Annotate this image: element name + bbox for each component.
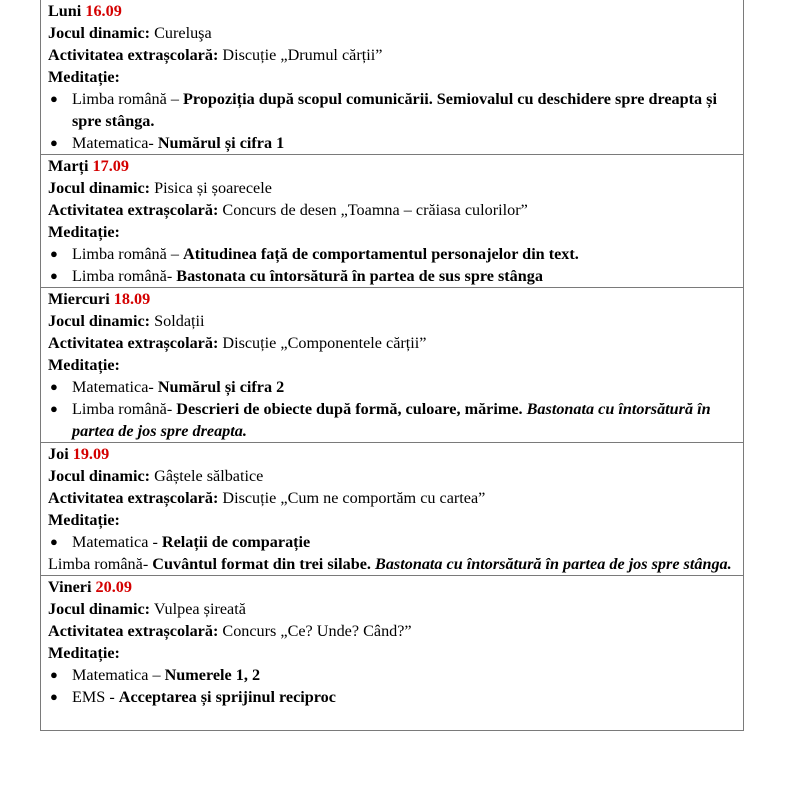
- meditation-item: [48, 88, 735, 132]
- extracurricular-label: Activitatea extrașcolară:: [48, 201, 219, 219]
- day-block-luni: [41, 0, 743, 154]
- day-heading: [48, 155, 735, 177]
- day-date: 20.09: [95, 578, 132, 596]
- extracurricular-value: Discuție „Componentele cărții”: [222, 334, 427, 352]
- day-name: Luni: [48, 2, 82, 20]
- day-date: 16.09: [85, 2, 122, 20]
- extracurricular-value: Discuție „Drumul cărții”: [222, 46, 383, 64]
- extracurricular-label: Activitatea extrașcolară:: [48, 622, 219, 640]
- day-date: 19.09: [72, 445, 110, 463]
- day-name: Marți: [48, 157, 89, 175]
- meditation-item: [48, 686, 735, 708]
- day-heading: [48, 443, 735, 465]
- bullet-icon: ●: [50, 689, 58, 704]
- meditation-label: Meditație:: [48, 511, 120, 529]
- meditation-item: [48, 398, 735, 442]
- dynamic-game-value: Pisica și șoarecele: [154, 179, 272, 197]
- dynamic-game-line: [48, 22, 735, 44]
- day-name: Vineri: [48, 578, 92, 596]
- dynamic-game-line: [48, 598, 735, 620]
- extracurricular-line: [48, 620, 735, 642]
- extracurricular-value: Discuție „Cum ne comportăm cu cartea”: [222, 489, 486, 507]
- day-name: Joi: [48, 445, 69, 463]
- item-subject: Matematica –: [72, 666, 165, 684]
- item-subject: Limba română –: [72, 90, 184, 108]
- day-block-joi: [41, 442, 743, 575]
- item-topic: Propoziția după scopul comunicării. Semiovalul cu deschidere spre dreapta și spre stânga.: [72, 90, 717, 130]
- bullet-icon: ●: [50, 534, 58, 549]
- day-date: 18.09: [113, 290, 151, 308]
- bullet-icon: ●: [50, 379, 58, 394]
- item-subject: Limba română-: [48, 555, 153, 573]
- dynamic-game-value: Cureluşa: [154, 24, 212, 42]
- dynamic-game-value: Gâștele sălbatice: [154, 467, 264, 485]
- item-subject: Limba română-: [72, 267, 177, 285]
- extracurricular-line: [48, 44, 735, 66]
- item-topic-italic: Bastonata cu întorsătură în partea de jos spre stânga.: [375, 555, 732, 573]
- extracurricular-label: Activitatea extrașcolară:: [48, 489, 219, 507]
- bullet-icon: ●: [50, 91, 58, 106]
- meditation-item: [48, 132, 735, 154]
- item-subject: Matematica-: [72, 378, 158, 396]
- bullet-icon: ●: [50, 268, 58, 283]
- day-block-vineri: [41, 575, 743, 730]
- item-topic: Relații de comparație: [161, 533, 311, 551]
- bullet-icon: ●: [50, 401, 58, 416]
- dynamic-game-line: [48, 310, 735, 332]
- dynamic-game-label: Jocul dinamic:: [48, 312, 151, 330]
- dynamic-game-value: Soldații: [154, 312, 205, 330]
- item-topic: Bastonata cu întorsătură în partea de sus spre stânga: [176, 267, 543, 285]
- meditation-label: Meditație:: [48, 223, 120, 241]
- day-block-miercuri: [41, 287, 743, 442]
- item-topic: Numerele 1, 2: [164, 666, 261, 684]
- item-topic: Descrieri de obiecte după formă, culoare, mărime.: [176, 400, 523, 418]
- meditation-item: [48, 265, 735, 287]
- item-subject: Limba română-: [72, 400, 177, 418]
- item-topic-italic: Bastonata cu întorsătură în partea de jos spre dreapta.: [72, 400, 711, 440]
- meditation-item: [48, 376, 735, 398]
- meditation-item: [48, 664, 735, 686]
- dynamic-game-label: Jocul dinamic:: [48, 24, 151, 42]
- day-heading: [48, 288, 735, 310]
- meditation-label: Meditație:: [48, 68, 120, 86]
- item-topic: Numărul și cifra 1: [157, 134, 285, 152]
- day-block-marti: [41, 154, 743, 287]
- extracurricular-value: Concurs de desen „Toamna – crăiasa culorilor”: [222, 201, 528, 219]
- day-heading: [48, 576, 735, 598]
- item-subject: Matematica -: [72, 533, 162, 551]
- meditation-item: [48, 243, 735, 265]
- item-subject: EMS -: [72, 688, 119, 706]
- meditation-label: Meditație:: [48, 644, 120, 662]
- bullet-icon: ●: [50, 246, 58, 261]
- item-subject: Limba română –: [72, 245, 184, 263]
- extracurricular-line: [48, 332, 735, 354]
- day-date: 17.09: [92, 157, 129, 175]
- dynamic-game-line: [48, 465, 735, 487]
- dynamic-game-label: Jocul dinamic:: [48, 179, 151, 197]
- item-topic: Atitudinea față de comportamentul personajelor din text.: [183, 245, 579, 263]
- meditation-label: Meditație:: [48, 356, 120, 374]
- meditation-extra-line: [48, 553, 735, 575]
- item-subject: Matematica-: [72, 134, 158, 152]
- bullet-icon: ●: [50, 667, 58, 682]
- meditation-item: [48, 531, 735, 553]
- extracurricular-label: Activitatea extrașcolară:: [48, 334, 219, 352]
- extracurricular-line: [48, 199, 735, 221]
- day-heading: [48, 0, 735, 22]
- extracurricular-value: Concurs „Ce? Unde? Când?”: [222, 622, 412, 640]
- extracurricular-label: Activitatea extrașcolară:: [48, 46, 219, 64]
- bullet-icon: ●: [50, 135, 58, 150]
- schedule-table: [40, 0, 744, 731]
- dynamic-game-label: Jocul dinamic:: [48, 600, 151, 618]
- dynamic-game-line: [48, 177, 735, 199]
- dynamic-game-label: Jocul dinamic:: [48, 467, 151, 485]
- item-topic: Cuvântul format din trei silabe.: [152, 555, 371, 573]
- item-topic: Numărul și cifra 2: [157, 378, 285, 396]
- extracurricular-line: [48, 487, 735, 509]
- dynamic-game-value: Vulpea șireată: [153, 600, 246, 618]
- day-name: Miercuri: [48, 290, 110, 308]
- item-topic: Acceptarea și sprijinul reciproc: [118, 688, 336, 706]
